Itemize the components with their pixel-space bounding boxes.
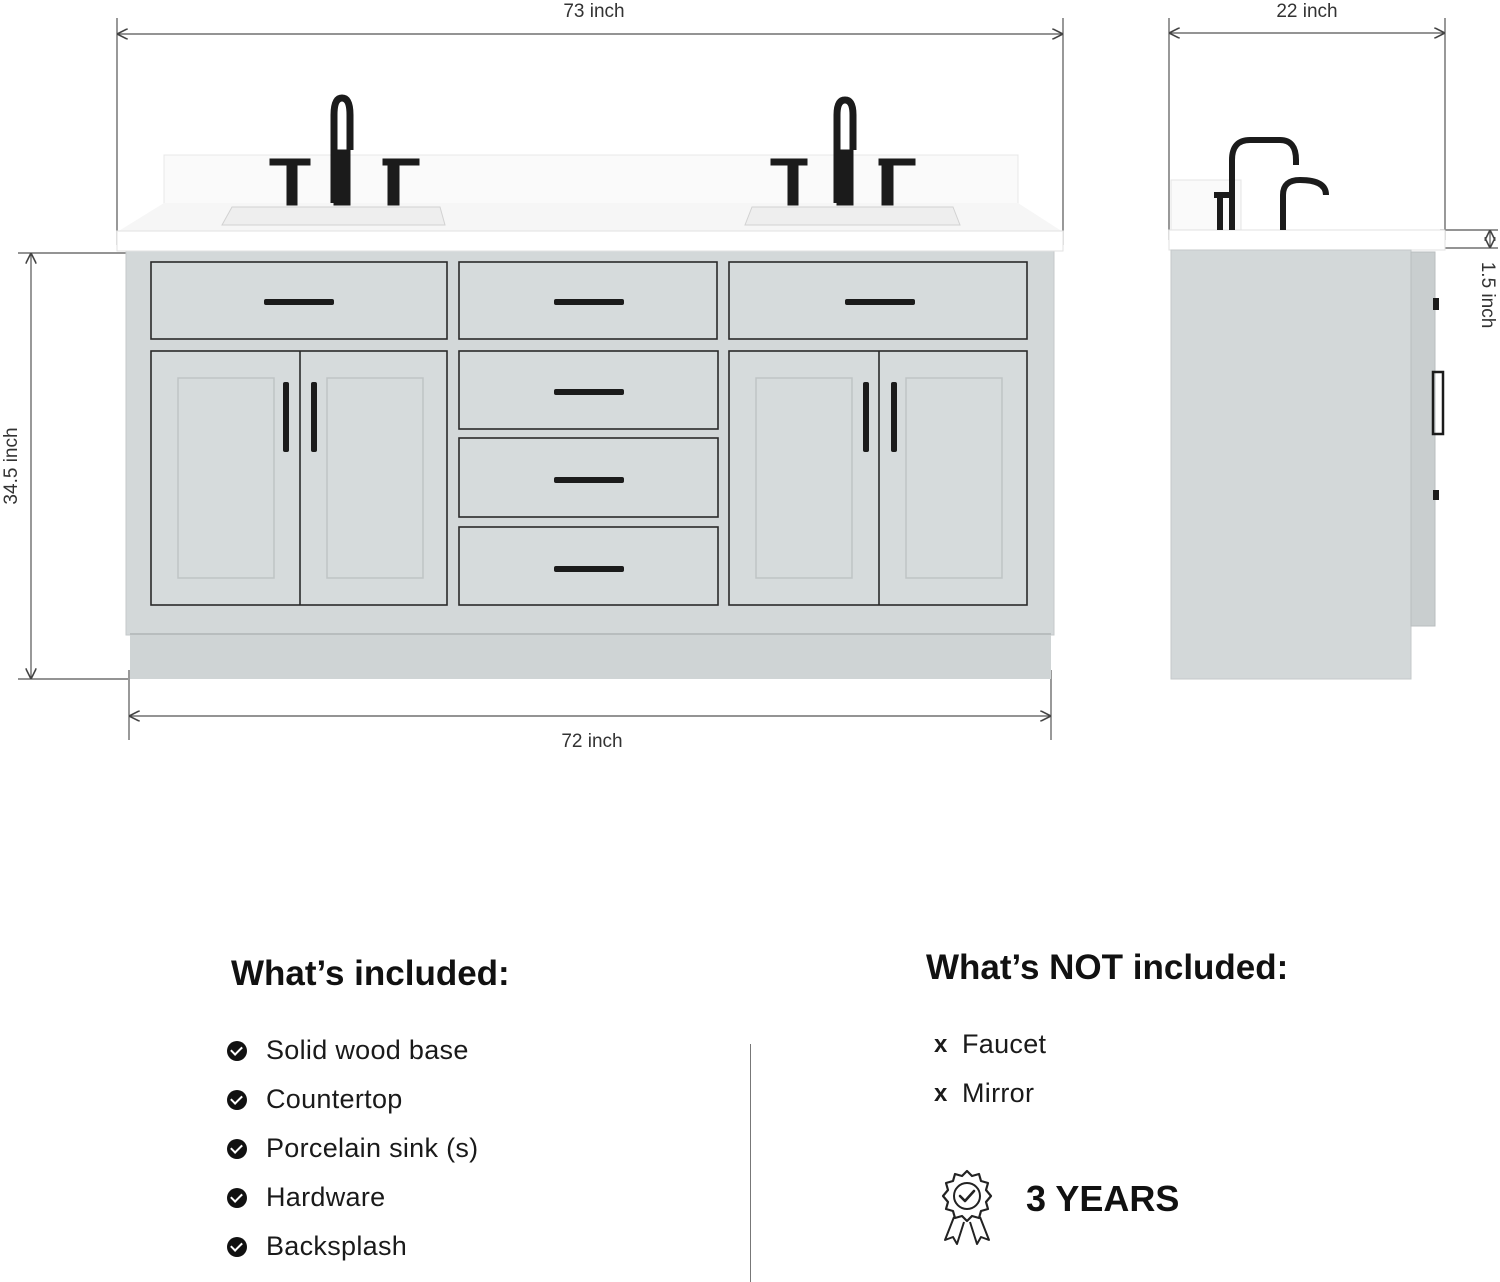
x-icon: x [934,1030,948,1058]
column-divider [750,1044,751,1282]
side-faucet [1214,140,1326,230]
check-icon [227,1139,247,1159]
vanity-side-view [1169,140,1445,679]
dimension-height [18,253,128,679]
countertop-thickness-label: 1.5 inch [1477,261,1498,329]
height-label: 34.5 inch [1,427,22,505]
countertop-edge [117,231,1063,251]
sink-left [222,207,445,225]
check-icon [227,1188,247,1208]
list-item: x Mirror [934,1078,1035,1108]
list-item: Hardware [227,1173,478,1222]
not-included-title: What’s NOT included: [926,948,1289,987]
check-icon [227,1237,247,1257]
depth-label: 22 inch [1276,1,1338,22]
vanity-front-view [117,98,1063,679]
side-countertop [1169,230,1445,250]
sink-right [745,207,960,225]
included-list [227,1026,478,1271]
list-item: Solid wood base [227,1026,478,1075]
check-icon [227,1041,247,1061]
check-icon [227,1090,247,1110]
not-included-list [934,1020,1046,1118]
x-icon: x [934,1079,948,1107]
dimension-base-width [129,670,1051,740]
list-item: Porcelain sink (s) [227,1124,478,1173]
included-title: What’s included: [231,954,510,993]
top-width-label: 73 inch [563,1,625,22]
faucet-left [270,98,419,205]
toe-kick [130,634,1051,679]
warranty-label: 3 YEARS [1026,1178,1180,1219]
faucet-right [771,100,915,205]
badge-check-icon [936,1168,998,1248]
dimension-countertop-thickness [1440,230,1498,248]
list-item: Countertop [227,1075,478,1124]
list-item: Backsplash [227,1222,478,1271]
side-panel [1171,250,1411,679]
base-width-label: 72 inch [561,731,623,752]
list-item: x Faucet [934,1029,1047,1059]
